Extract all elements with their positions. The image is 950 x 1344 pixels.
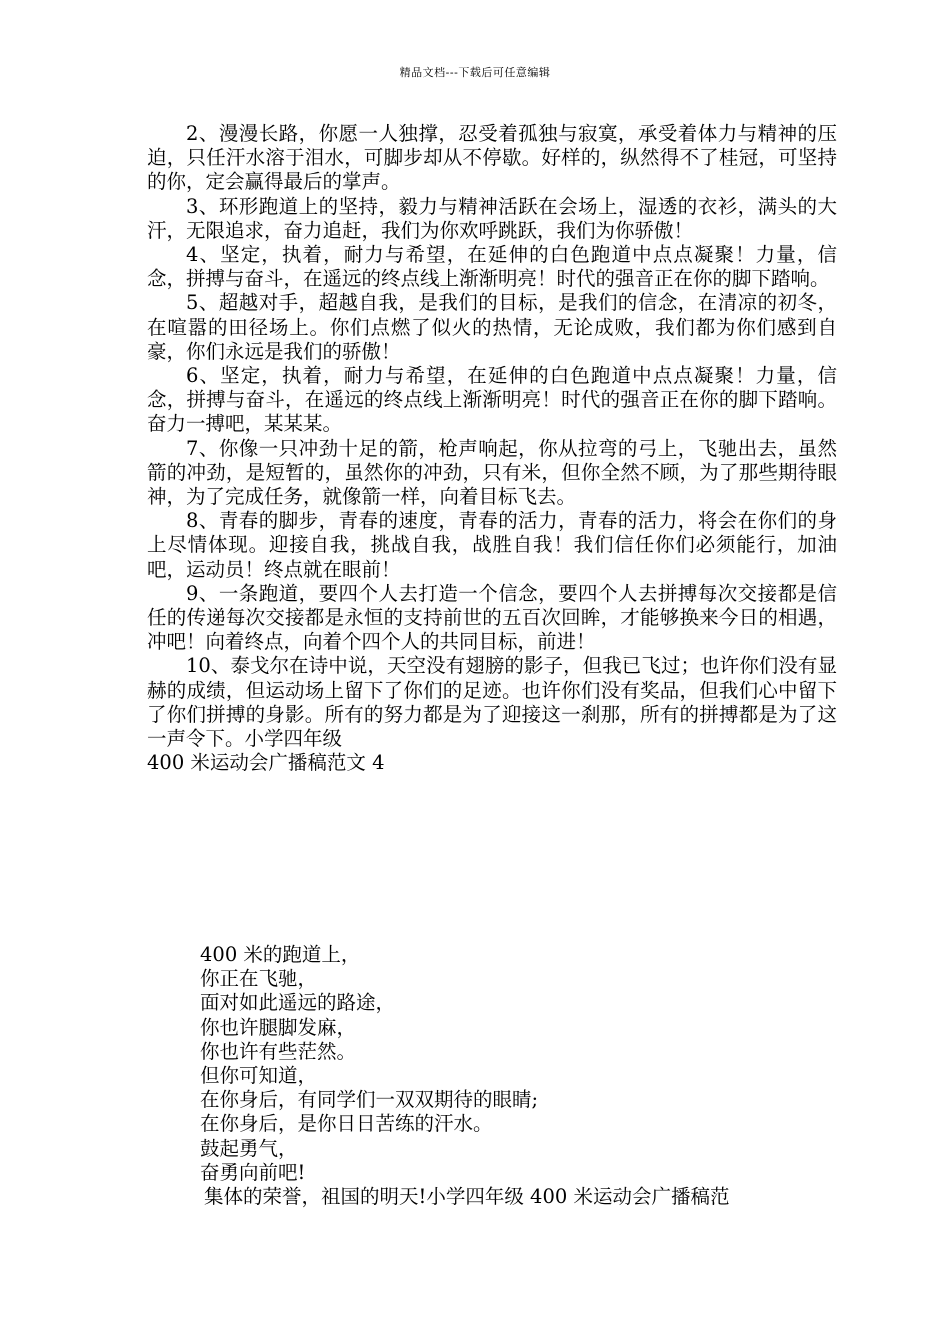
- section-title: 400 米运动会广播稿范文 4: [147, 751, 385, 775]
- poem-line: 你也许有些茫然。: [200, 1039, 357, 1063]
- poem-line: 但你可知道，: [200, 1064, 318, 1088]
- poem-line: 面对如此遥远的路途，: [200, 991, 396, 1015]
- page-header: 精品文档---下载后可任意编辑: [399, 66, 551, 79]
- paragraph-8: 8、青春的脚步，青春的速度，青春的活力，青春的活力，将会在你们的身上尽情体现。迎接自我，挑战自我，战胜自我！我们信任你们必须能行，加油吧，运动员！终点就在眼前！: [147, 509, 837, 581]
- poem-line: 鼓起勇气，: [200, 1136, 298, 1160]
- poem-line: 你正在飞驰，: [200, 967, 318, 991]
- paragraph-3: 3、环形跑道上的坚持，毅力与精神活跃在会场上，湿透的衣衫，满头的大汗，无限追求，奋力追赶，我们为你欢呼跳跃，我们为你骄傲！: [147, 194, 837, 242]
- poem-line: 400 米的跑道上，: [200, 943, 361, 966]
- paragraph-4: 4、坚定，执着，耐力与希望，在延伸的白色跑道中点点凝聚！力量，信念，拼搏与奋斗，在遥远的终点线上渐渐明亮！时代的强音正在你的脚下踏响。: [147, 243, 837, 291]
- paragraph-9: 9、一条跑道，要四个人去打造一个信念，要四个人去拼搏每次交接都是信任的传递每次交接都是永恒的支持前世的五百次回眸，才能够换来今日的相遇，冲吧！向着终点，向着个四个人的共同目标，前进！: [147, 581, 837, 654]
- article-body: [147, 122, 837, 775]
- poem-block: [200, 943, 840, 1209]
- paragraph-10: 10、泰戈尔在诗中说，天空没有翅膀的影子，但我已飞过；也许你们没有显赫的成绩，但运动场上留下了你们的足迹。也许你们没有奖品，但我们心中留下了你们拼搏的身影。所有的努力都是为了迎接这一刹那，所有的拼搏都是为了这一声令下。小学四年级: [147, 654, 837, 751]
- poem-line: 在你身后，有同学们一双双期待的眼睛;: [200, 1088, 539, 1112]
- paragraph-2: 2、漫漫长路，你愿一人独撑，忍受着孤独与寂寞，承受着体力与精神的压迫，只任汗水溶于泪水，可脚步却从不停歇。好样的，纵然得不了桂冠，可坚持的你，定会赢得最后的掌声。: [147, 122, 837, 194]
- poem-line: 奋勇向前吧!: [200, 1160, 306, 1184]
- poem-line: 你也许腿脚发麻，: [200, 1015, 357, 1039]
- paragraph-5: 5、超越对手，超越自我，是我们的目标，是我们的信念，在清凉的初冬，在喧嚣的田径场上。你们点燃了似火的热情，无论成败，我们都为你们感到自豪，你们永远是我们的骄傲！: [147, 291, 837, 363]
- poem-line: 在你身后，是你日日苦练的汗水。: [200, 1112, 493, 1136]
- paragraph-7: 7、你像一只冲劲十足的箭，枪声响起，你从拉弯的弓上，飞驰出去，虽然箭的冲劲，是短暂的，虽然你的冲劲，只有米，但你全然不顾，为了那些期待眼神，为了完成任务，就像箭一样，向着目标飞去。: [147, 436, 837, 509]
- poem-line: 集体的荣誉，祖国的明天!小学四年级 400 米运动会广播稿范: [204, 1185, 730, 1209]
- paragraph-6: 6、坚定，执着，耐力与希望，在延伸的白色跑道中点点凝聚！力量，信念，拼搏与奋斗，在遥远的终点线上渐渐明亮！时代的强音正在你的脚下踏响。奋力一搏吧，某某某。: [147, 364, 837, 436]
